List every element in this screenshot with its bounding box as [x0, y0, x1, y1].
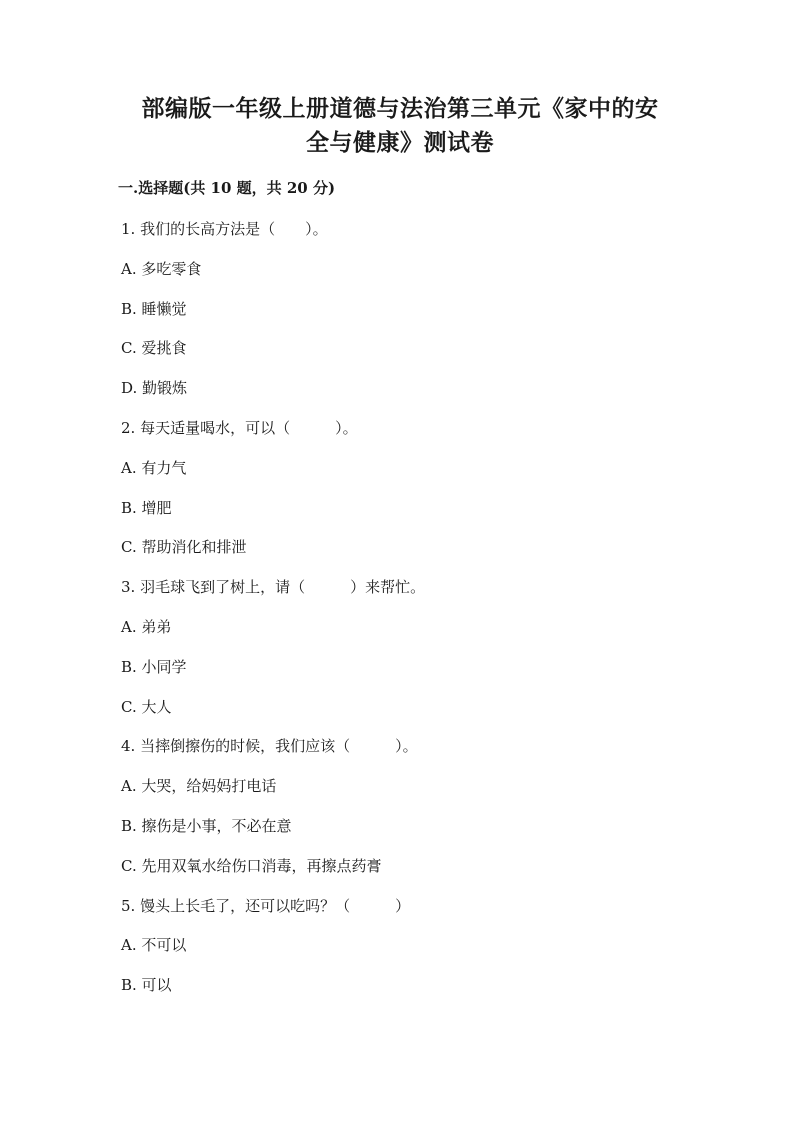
answer-option: B. 擦伤是小事，不必在意 [121, 817, 292, 835]
answer-option: A. 多吃零食 [121, 259, 202, 278]
answer-option: C. 爱挑食 [121, 339, 187, 358]
answer-option: A. 有力气 [121, 458, 187, 477]
answer-option: C. 帮助消化和排泄 [121, 538, 247, 557]
title-line-2: 全与健康》测试卷 [306, 129, 494, 156]
answer-option: B. 增肥 [121, 498, 172, 517]
answer-option: C. 先用双氧水给伤口消毒，再擦点药膏 [121, 856, 382, 875]
question-stem: 3. 羽毛球飞到了树上，请（ ）来帮忙。 [121, 578, 426, 597]
answer-option: A. 大哭，给妈妈打电话 [121, 777, 277, 796]
answer-option: A. 不可以 [121, 936, 187, 955]
section-heading: 一.选择题(共 10 题，共 20 分) [118, 179, 336, 197]
page-title [100, 92, 700, 160]
answer-option: C. 大人 [121, 697, 172, 716]
question-stem: 2. 每天适量喝水，可以（ ）。 [121, 419, 358, 437]
title-line-1: 部编版一年级上册道德与法治第三单元《家中的安 [141, 95, 659, 122]
question-stem: 1. 我们的长高方法是（ ）。 [121, 220, 328, 238]
answer-option: B. 睡懒觉 [121, 299, 187, 318]
question-stem: 5. 馒头上长毛了，还可以吃吗？（ ） [121, 896, 411, 915]
answer-option: D. 勤锻炼 [121, 379, 188, 398]
question-stem: 4. 当摔倒擦伤的时候，我们应该（ ）。 [121, 737, 418, 756]
answer-option: B. 可以 [121, 976, 172, 995]
answer-option: A. 弟弟 [121, 618, 172, 636]
answer-option: B. 小同学 [121, 657, 187, 676]
